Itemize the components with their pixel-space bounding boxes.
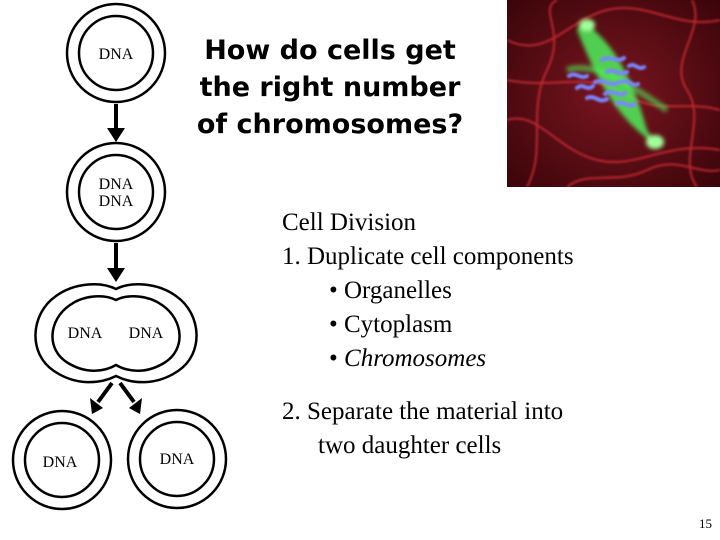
slide-title	[180, 32, 480, 143]
cell-dna-label: DNA	[98, 176, 134, 193]
outline-bullet: • Organelles	[329, 277, 452, 304]
cell-dna-label: DNA	[98, 46, 134, 63]
cell-dna-label: DNA	[128, 325, 164, 342]
mitosis-micrograph-icon	[507, 0, 720, 187]
outline-bullet: • Cytoplasm	[329, 311, 453, 338]
cell-dna-label: DNA	[42, 454, 78, 471]
daughter-cell-left	[13, 411, 111, 509]
outline-bullet	[282, 342, 702, 376]
cell-dna-label: DNA	[98, 193, 134, 210]
down-arrow-icon	[107, 104, 125, 142]
parent-cell	[67, 4, 165, 102]
title-line: How do cells get	[204, 35, 456, 66]
cell-division-outline	[282, 206, 702, 463]
outline-heading: Cell Division	[282, 209, 417, 236]
title-line: the right number	[199, 72, 461, 103]
cell-dna-label: DNA	[159, 451, 195, 468]
outline-step-2: 2. Separate the material into	[282, 398, 564, 425]
outline-step-1: 1. Duplicate cell components	[282, 243, 574, 270]
bullet-text: Chromosomes	[344, 345, 487, 372]
title-line: of chromosomes?	[196, 109, 464, 140]
dividing-cell	[35, 284, 196, 382]
duplicated-cell	[67, 143, 165, 241]
outline-step-2-continued: two daughter cells	[318, 432, 502, 459]
daughter-cell-right	[128, 410, 226, 508]
split-arrow-right-icon	[120, 383, 142, 414]
bullet-mark: •	[329, 345, 345, 372]
page-number: 15	[699, 516, 712, 531]
down-arrow-icon	[107, 243, 125, 282]
cell-dna-label: DNA	[67, 325, 103, 342]
split-arrow-left-icon	[90, 383, 112, 414]
